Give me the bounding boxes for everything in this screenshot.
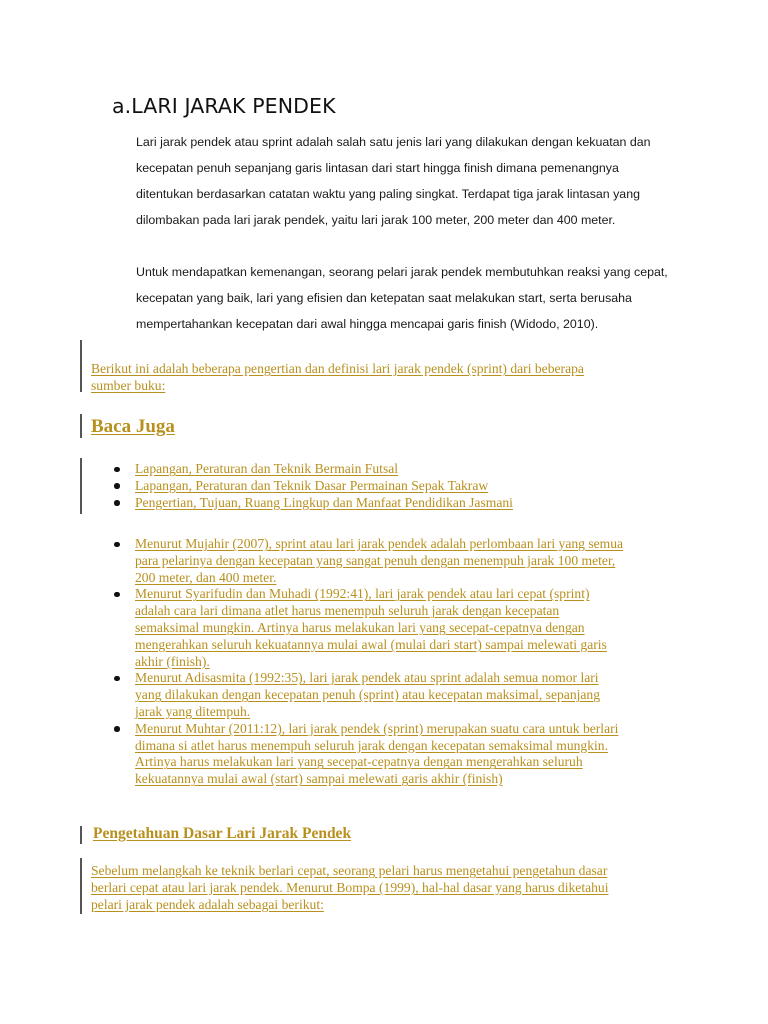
- related-link[interactable]: Pengertian, Tujuan, Ruang Lingkup dan Manfaat Pendidikan Jasmani: [135, 494, 513, 510]
- list-item: [112, 495, 692, 512]
- paragraph-line: dilombakan pada lari jarak pendek, yaitu lari jarak 100 meter, 200 meter dan 400 meter.: [136, 213, 616, 227]
- definition-line[interactable]: adalah cara lari dimana atlet harus menempuh seluruh jarak dengan kecepatan: [135, 603, 560, 619]
- closing-line[interactable]: pelari jarak pendek adalah sebagai berikut:: [91, 896, 324, 912]
- definition-line[interactable]: para pelarinya dengan kecepatan yang sangat penuh dengan menempuh jarak 100 meter,: [135, 552, 616, 568]
- definition-line[interactable]: Menurut Adisasmita (1992:35), lari jarak pendek atau sprint adalah semua nomor lari: [135, 670, 599, 686]
- definition-line[interactable]: semaksimal mungkin. Artinya harus melakukan lari yang secepat-cepatnya dengan: [135, 619, 585, 635]
- definition-line[interactable]: Menurut Mujahir (2007), sprint atau lari jarak pendek adalah perlombaan lari yang semua: [135, 536, 624, 551]
- list-item: [112, 670, 682, 720]
- paragraph-line: kecepatan yang baik, lari yang efisien dan ketepatan saat melakukan start, serta berusaha: [136, 291, 632, 305]
- margin-bar: [80, 826, 82, 844]
- margin-bar: [80, 414, 82, 438]
- paragraph-line: ditentukan berdasarkan catatan waktu yang paling singkat. Terdapat tiga jarak lintasan yang: [136, 187, 640, 201]
- definition-line[interactable]: kekuatannya mulai awal (start) sampai melewati garis akhir (finish): [135, 771, 503, 787]
- margin-bar: [80, 858, 82, 914]
- definition-line[interactable]: dimana si atlet harus menempuh seluruh jarak dengan kecepatan semaksimal mungkin.: [135, 737, 608, 753]
- section-heading[interactable]: Pengetahuan Dasar Lari Jarak Pendek: [93, 825, 352, 842]
- definition-line[interactable]: Menurut Muhtar (2011:12), lari jarak pendek (sprint) merupakan suatu cara untuk berlari: [135, 720, 619, 736]
- list-item: [112, 461, 692, 478]
- bullet-icon: [114, 592, 120, 598]
- body-paragraph-1: [136, 129, 696, 233]
- definition-line[interactable]: yang dilakukan dengan kecepatan penuh (sprint) atau kecepatan maksimal, sepanjang: [135, 687, 601, 703]
- paragraph-line: Lari jarak pendek atau sprint adalah salah satu jenis lari yang dilakukan dengan kekuatan dan: [136, 135, 651, 149]
- closing-line[interactable]: berlari cepat atau lari jarak pendek. Menurut Bompa (1999), hal-hal dasar yang harus diketahui: [91, 879, 609, 895]
- paragraph-line: Untuk mendapatkan kemenangan, seorang pelari jarak pendek membutuhkan reaksi yang cepat,: [136, 265, 668, 279]
- closing-line[interactable]: Sebelum melangkah ke teknik berlari cepat, seorang pelari harus mengetahui pengetahun dasar: [91, 863, 608, 878]
- body-paragraph-2: [136, 259, 696, 337]
- definition-line[interactable]: jarak yang ditempuh.: [135, 703, 251, 719]
- bullet-icon: [114, 483, 120, 489]
- page-title: a.LARI JARAK PENDEK: [112, 94, 336, 118]
- list-item: [112, 721, 682, 788]
- definition-line[interactable]: akhir (finish).: [135, 653, 210, 669]
- margin-bar: [80, 340, 82, 392]
- paragraph-line: kecepatan penuh sepanjang garis lintasan dari start hingga finish dimana pemenangnya: [136, 161, 619, 175]
- closing-link-text[interactable]: [91, 863, 691, 913]
- intro-link-text[interactable]: [91, 361, 651, 394]
- bullet-icon: [114, 676, 120, 682]
- list-item: [112, 536, 682, 586]
- related-link[interactable]: Lapangan, Peraturan dan Teknik Bermain Futsal: [135, 461, 399, 476]
- bullet-icon: [114, 467, 120, 473]
- bullet-icon: [114, 726, 120, 732]
- intro-line[interactable]: Berikut ini adalah beberapa pengertian dan definisi lari jarak pendek (sprint) dari beberapa: [91, 361, 584, 376]
- intro-line[interactable]: sumber buku:: [91, 377, 166, 393]
- paragraph-line: mempertahankan kecepatan dari awal hingga mencapai garis finish (Widodo, 2010).: [136, 317, 599, 331]
- margin-bar: [80, 458, 82, 514]
- definition-line[interactable]: 200 meter, dan 400 meter.: [135, 569, 277, 585]
- definition-line[interactable]: mengerahkan seluruh kekuatannya mulai awal (mulai dari start) sampai melewati garis: [135, 636, 607, 652]
- definitions-list: [112, 536, 682, 788]
- baca-juga-list: [112, 461, 692, 511]
- definition-line[interactable]: Artinya harus melakukan lari yang secepat-cepatnya dengan mengerahkan seluruh: [135, 754, 583, 770]
- bullet-icon: [114, 500, 120, 506]
- list-item: [112, 478, 692, 495]
- list-item: [112, 586, 682, 670]
- baca-juga-heading[interactable]: Baca Juga: [91, 416, 175, 437]
- related-link[interactable]: Lapangan, Peraturan dan Teknik Dasar Permainan Sepak Takraw: [135, 477, 489, 493]
- bullet-icon: [114, 542, 120, 548]
- definition-line[interactable]: Menurut Syarifudin dan Muhadi (1992:41), lari jarak pendek atau lari cepat (sprint): [135, 586, 590, 602]
